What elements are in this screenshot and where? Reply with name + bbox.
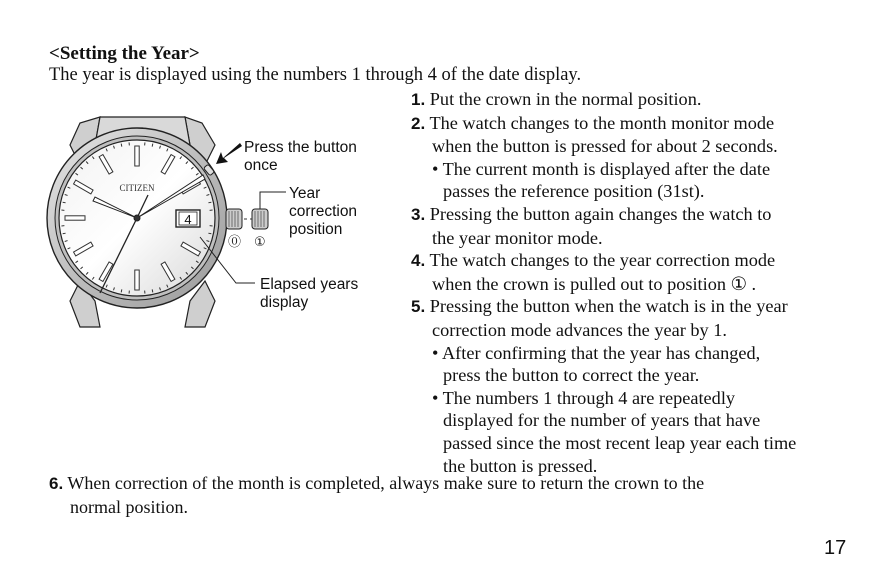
bullet-text: passed since the most recent leap year each time <box>443 432 797 453</box>
crown-pos-0-label: ⓪ <box>228 235 242 250</box>
step-1 <box>411 88 796 112</box>
bullet-text: • The numbers 1 through 4 are repeatedly <box>432 387 736 408</box>
label-line: Press the button <box>244 139 357 156</box>
step-text: correction mode advances the year by 1. <box>432 319 727 340</box>
step-6 <box>49 472 704 518</box>
brand-logo: CITIZEN <box>119 183 155 193</box>
year-correction-label <box>289 185 357 239</box>
crown-position-0 <box>226 209 242 229</box>
step-text: Put the crown in the normal position. <box>429 89 702 109</box>
elapsed-years-label <box>260 276 358 312</box>
step-number: 4. <box>411 251 426 271</box>
minute-tick <box>208 202 211 203</box>
minute-tick <box>63 233 66 234</box>
label-line: once <box>244 157 278 174</box>
step-text: when the button is pressed for about 2 seconds. <box>432 136 778 157</box>
step-number: 6. <box>49 474 64 493</box>
step-text: Pressing the button when the watch is in the year <box>429 296 788 317</box>
minute-tick <box>121 289 122 292</box>
step-text: When correction of the month is completed, always make sure to return the crown to the <box>67 473 705 493</box>
step-text: The watch changes to the year correction mode <box>429 250 776 271</box>
minute-tick <box>63 202 66 203</box>
bullet-text: press the button to correct the year. <box>443 365 700 386</box>
date-window-digit: 4 <box>184 212 192 227</box>
crown-pos-1-label: ① <box>254 235 266 250</box>
minute-tick <box>152 144 153 147</box>
step-text: The watch changes to the month monitor mode <box>429 112 775 133</box>
step-number: 1. <box>411 90 426 109</box>
bullet-text: the button is pressed. <box>443 455 598 476</box>
step-text: normal position. <box>70 496 188 517</box>
hour-marker <box>135 270 139 290</box>
step-number: 3. <box>411 204 426 224</box>
press-button-label <box>244 139 357 175</box>
hour-marker <box>135 146 139 166</box>
step-text: Pressing the button again changes the watch to <box>429 203 772 224</box>
step-3 <box>411 203 796 227</box>
label-line: Year <box>289 185 321 202</box>
step-text: the year monitor mode. <box>432 227 603 248</box>
step-number: 5. <box>411 297 426 317</box>
bullet-text: • After confirming that the year has changed, <box>432 342 761 363</box>
crown-position-1 <box>252 209 268 229</box>
arrow-icon <box>216 143 242 164</box>
label-line: Elapsed years <box>260 276 359 293</box>
label-line: display <box>260 294 309 311</box>
steps-list <box>411 88 796 477</box>
label-line: position <box>289 221 343 238</box>
bullet-text: passes the reference position (31st). <box>443 181 705 202</box>
minute-tick <box>208 233 211 234</box>
year-correction-leader <box>260 192 286 209</box>
bullet-text: • The current month is displayed after the date <box>432 158 771 179</box>
label-line: correction <box>289 203 358 220</box>
bullet-text: displayed for the number of years that have <box>443 410 761 431</box>
hour-marker <box>65 216 85 220</box>
step-2 <box>411 112 796 136</box>
page-number: 17 <box>824 537 847 559</box>
section-heading: <Setting the Year> <box>49 43 200 64</box>
minute-tick <box>121 144 122 147</box>
minute-tick <box>152 289 153 292</box>
step-text: when the crown is pulled out to position ① . <box>432 273 757 294</box>
intro-text: The year is displayed using the numbers 1 through 4 of the date display. <box>49 65 582 85</box>
step-5 <box>411 295 796 319</box>
step-4 <box>411 249 796 273</box>
step-number: 2. <box>411 113 426 133</box>
